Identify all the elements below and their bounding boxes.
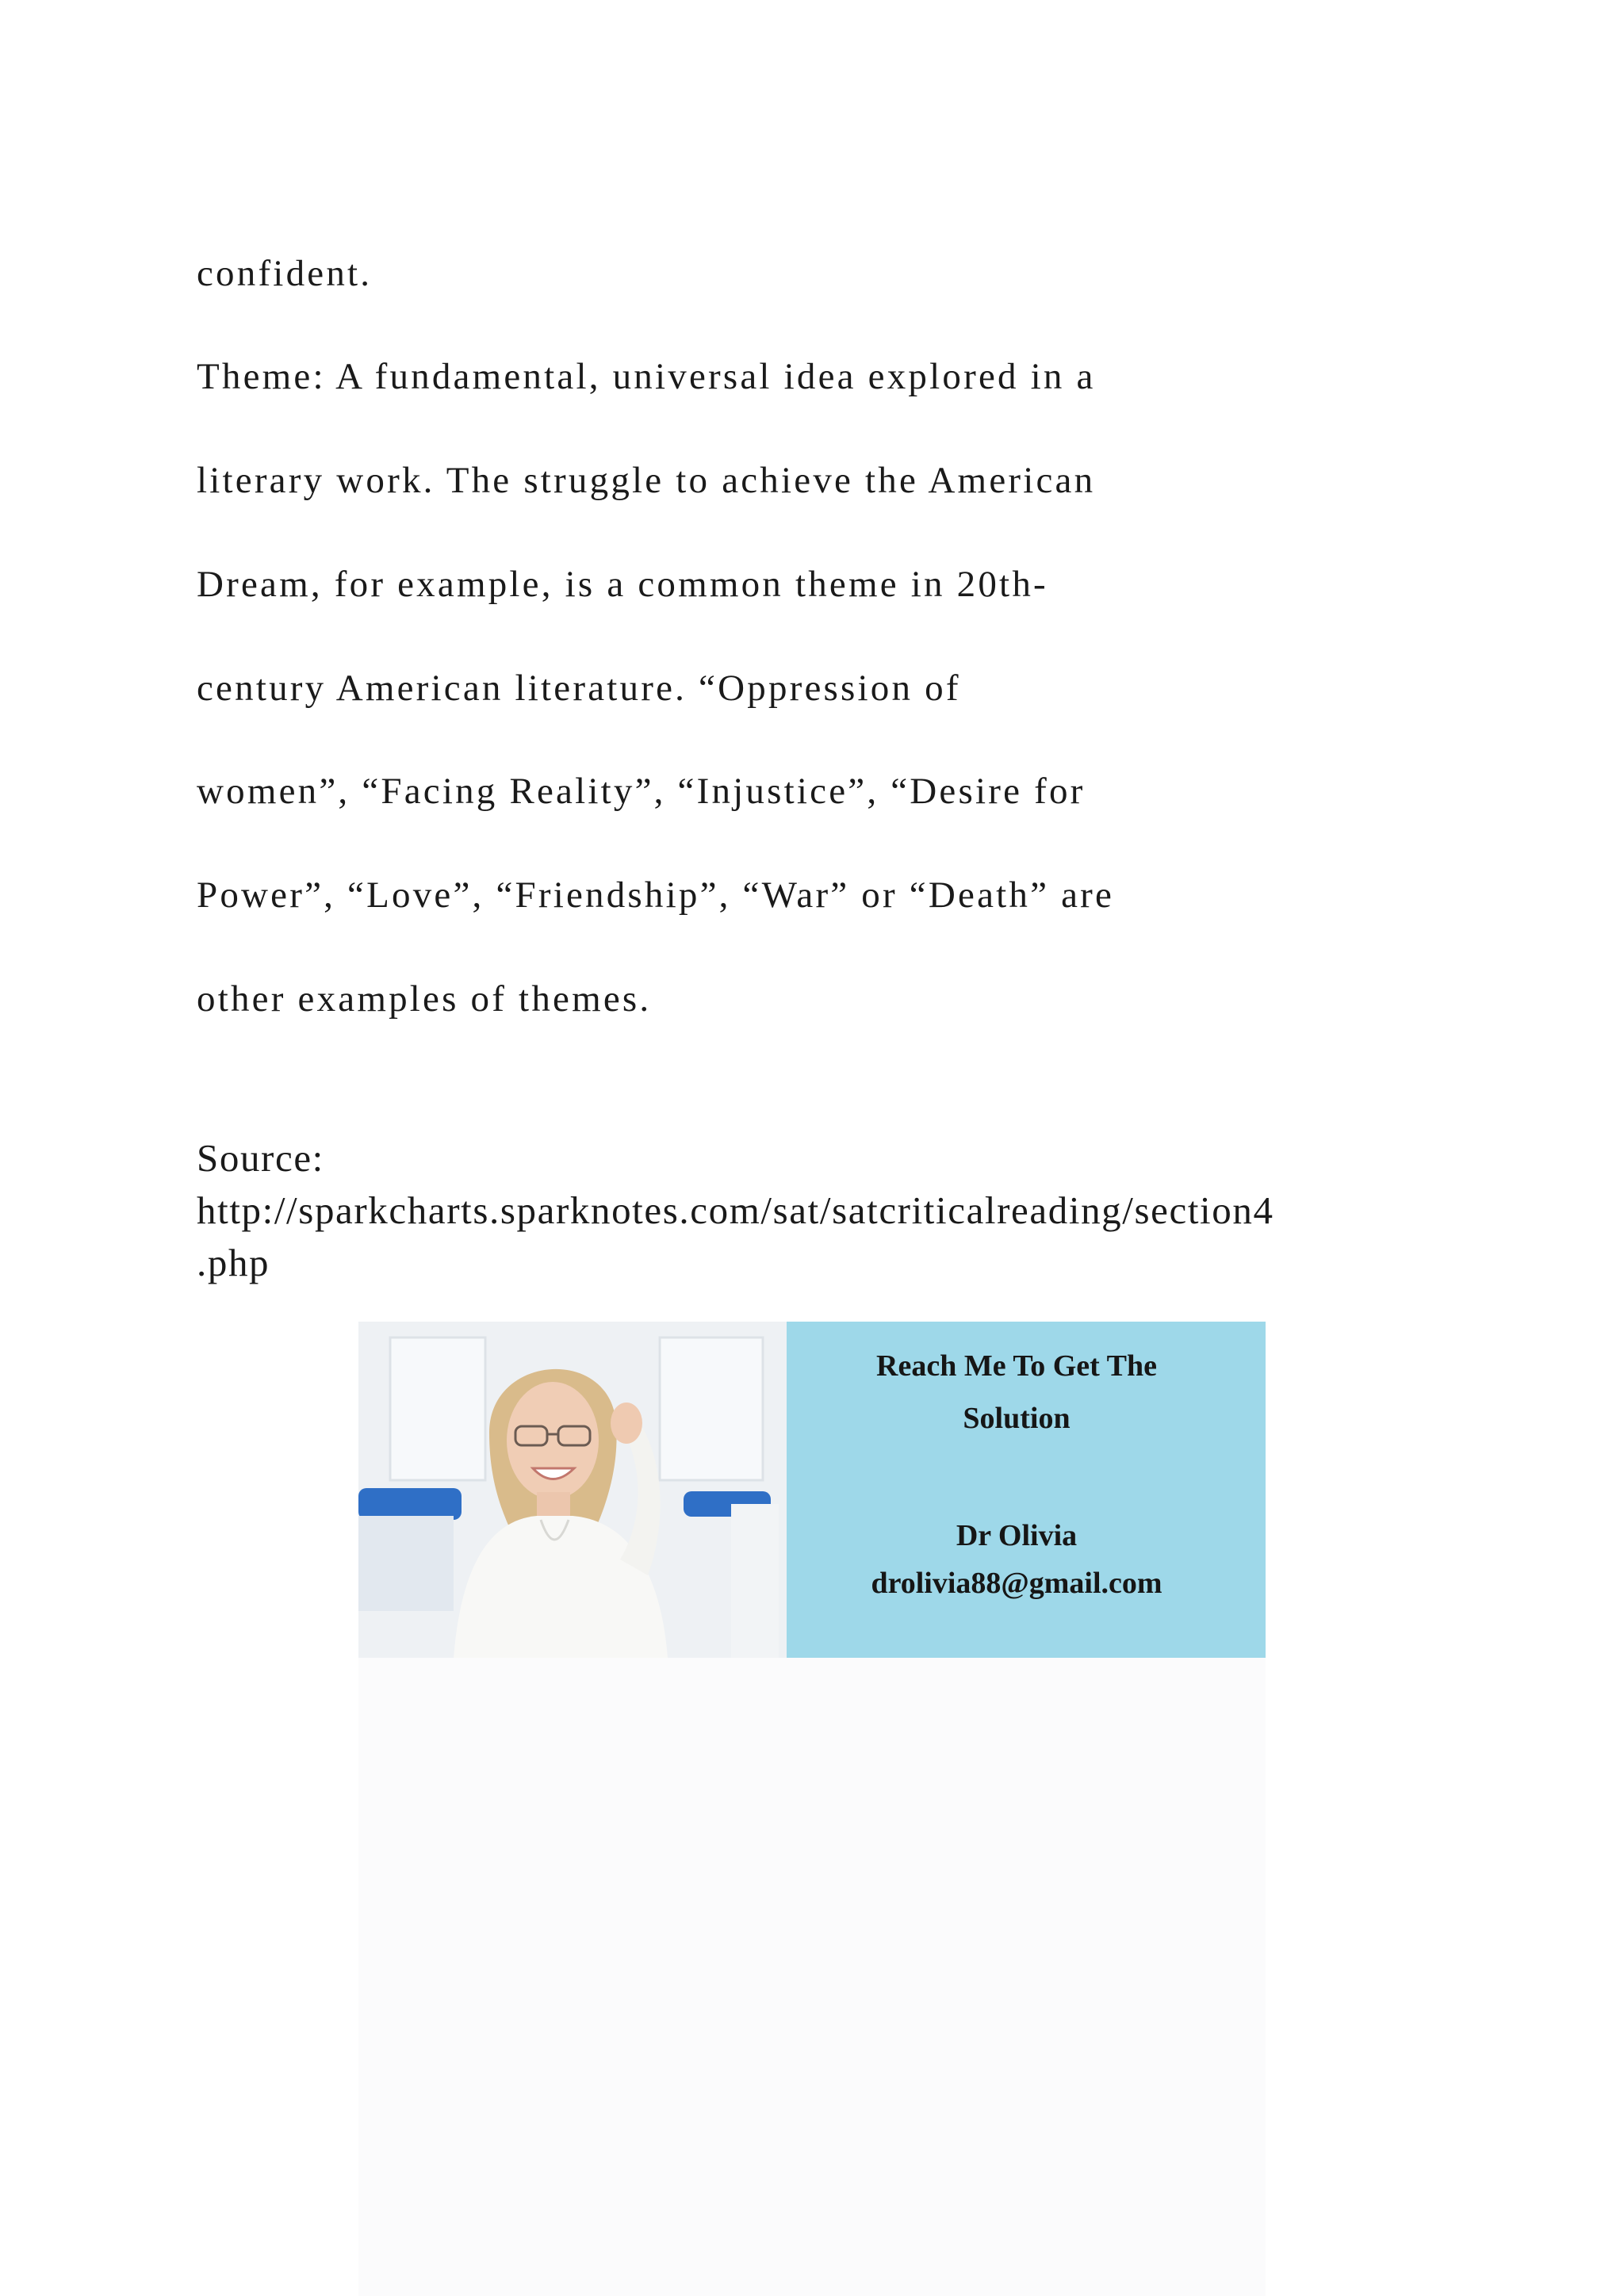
text-line: Theme: A fundamental, universal idea explored in a	[197, 356, 1096, 397]
contact-email[interactable]: drolivia88@gmail.com	[871, 1567, 1162, 1600]
text-line: women”, “Facing Reality”, “Injustice”, “Desire for	[197, 771, 1086, 812]
woman-photo	[358, 1322, 787, 1658]
woman-photo-illustration	[358, 1322, 787, 1658]
text-line: century American literature. “Oppression of	[197, 668, 961, 709]
source-label: Source:	[197, 1136, 324, 1180]
text-line: other examples of themes.	[197, 978, 652, 1020]
contact-card	[787, 1322, 1266, 1658]
text-line: Power”, “Love”, “Friendship”, “War” or “Death” are	[197, 874, 1115, 916]
source-url-continuation[interactable]: .php	[197, 1241, 270, 1284]
contact-heading-line1: Reach Me To Get The	[876, 1349, 1157, 1383]
text-line: Dream, for example, is a common theme in 20th-	[197, 564, 1048, 605]
contact-name: Dr Olivia	[956, 1519, 1078, 1552]
contact-heading-line2: Solution	[963, 1402, 1071, 1435]
contact-banner	[358, 1322, 1266, 1658]
source-url[interactable]: http://sparkcharts.sparknotes.com/sat/satcriticalreading/section4	[197, 1188, 1274, 1232]
text-line: literary work. The struggle to achieve the American	[197, 460, 1096, 501]
text-line: confident.	[197, 253, 373, 294]
source-citation	[197, 1132, 1274, 1289]
blank-image-area	[358, 1657, 1266, 2296]
